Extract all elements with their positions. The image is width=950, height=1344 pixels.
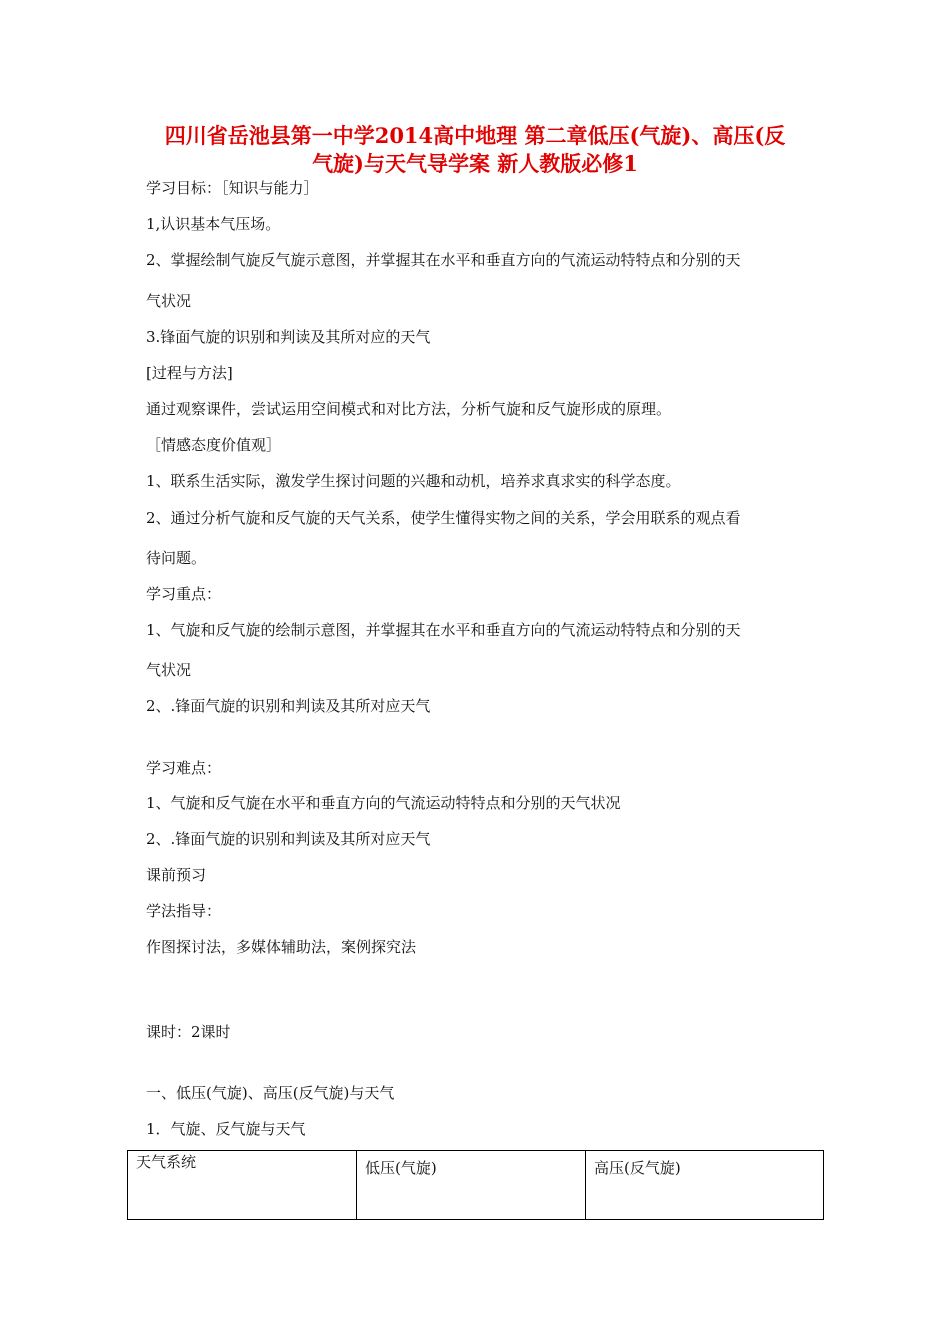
key-point-1: 1、气旋和反气旋的绘制示意图，并掌握其在水平和垂直方向的气流运动特特点和分别的天: [146, 621, 741, 639]
table-row: [128, 1151, 824, 1220]
method-guide-text: 作图探讨法，多媒体辅助法，案例探究法: [146, 938, 417, 956]
table-cell-cyclone: [357, 1151, 586, 1220]
difficulties-heading: 学习难点：: [146, 759, 222, 777]
table-cell-anticyclone: [586, 1151, 824, 1220]
key-points-heading: 学习重点：: [146, 585, 222, 603]
objective-3: 3.锋面气旋的识别和判读及其所对应的天气: [146, 328, 431, 346]
difficulty-2: 2、.锋面气旋的识别和判读及其所对应天气: [146, 830, 431, 848]
class-hours: 课时：2课时: [146, 1023, 231, 1041]
title-line-1: 四川省岳池县第一中学2014高中地理 第二章低压(气旋)、高压(反: [164, 123, 786, 148]
objective-1: 1,认识基本气压场。: [146, 215, 281, 233]
objectives-heading: 学习目标：［知识与能力］: [146, 179, 319, 197]
attitude-1: 1、联系生活实际，激发学生探讨问题的兴趣和动机，培养求真求实的科学态度。: [146, 472, 681, 490]
difficulty-1: 1、气旋和反气旋在水平和垂直方向的气流运动特特点和分别的天气状况: [146, 794, 621, 812]
table-cell-weather-system: [128, 1151, 357, 1220]
title-line-2: 气旋)与天气导学案 新人教版必修1: [312, 151, 638, 176]
attitude-2: 2、通过分析气旋和反气旋的天气关系，使学生懂得实物之间的关系，学会用联系的观点看: [146, 509, 741, 527]
objective-2-cont: 气状况: [146, 292, 192, 310]
method-guide-heading: 学法指导：: [146, 902, 222, 920]
cyclone-label: 低压(气旋): [365, 1159, 437, 1177]
process-method-text: 通过观察课件，尝试运用空间模式和对比方法，分析气旋和反气旋形成的原理。: [146, 400, 672, 418]
key-point-1-cont: 气状况: [146, 661, 192, 679]
process-method-heading: [过程与方法]: [146, 364, 233, 382]
weather-system-label: 天气系统: [136, 1153, 197, 1171]
preview-heading: 课前预习: [146, 866, 207, 884]
objective-2: 2、掌握绘制气旋反气旋示意图，并掌握其在水平和垂直方向的气流运动特特点和分别的天: [146, 251, 741, 269]
section-1-heading: 一、低压(气旋)、高压(反气旋)与天气: [146, 1084, 395, 1102]
subsection-1-heading: 1．气旋、反气旋与天气: [146, 1120, 306, 1138]
key-point-2: 2、.锋面气旋的识别和判读及其所对应天气: [146, 697, 431, 715]
attitude-2-cont: 待问题。: [146, 549, 207, 567]
anticyclone-label: 高压(反气旋): [594, 1159, 681, 1177]
document-title: [130, 122, 820, 178]
weather-system-table: [127, 1150, 824, 1220]
attitude-heading: ［情感态度价值观］: [146, 436, 282, 454]
